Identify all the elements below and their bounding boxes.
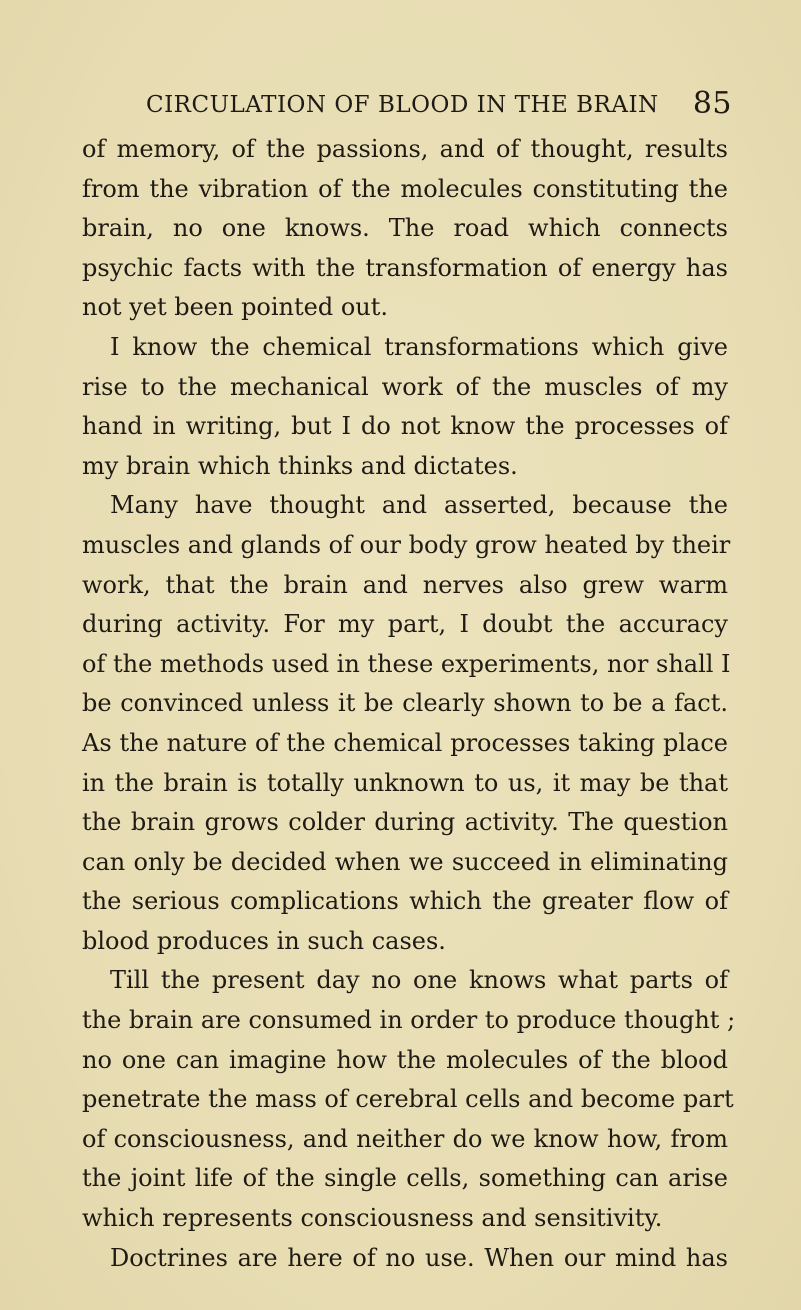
text-line: brain, no one knows. The road which connects bbox=[82, 214, 728, 243]
text-line: not yet been pointed out. bbox=[82, 293, 389, 322]
text-line: hand in writing, but I do not know the processes of bbox=[82, 412, 728, 441]
text-line: penetrate the mass of cerebral cells and become part bbox=[82, 1085, 734, 1114]
text-line: the serious complications which the greater flow of bbox=[82, 887, 728, 916]
text-line: muscles and glands of our body grow heated by their bbox=[82, 530, 731, 559]
running-title: CIRCULATION OF BLOOD IN THE BRAIN bbox=[146, 92, 659, 118]
text-line: the brain grows colder during activity. The question bbox=[82, 808, 728, 837]
text-line: the joint life of the single cells, something can arise bbox=[82, 1164, 728, 1193]
text-line: Many have thought and asserted, because the bbox=[110, 491, 728, 520]
text-line: blood produces in such cases. bbox=[82, 926, 446, 955]
text-line: which represents consciousness and sensitivity. bbox=[82, 1204, 663, 1233]
text-line: work, that the brain and nerves also grew warm bbox=[82, 570, 728, 599]
page-number: 85 bbox=[692, 86, 732, 121]
text-line: of the methods used in these experiments, nor shall I bbox=[82, 649, 731, 678]
text-line: during activity. For my part, I doubt the accuracy bbox=[82, 610, 728, 639]
text-line: Doctrines are here of no use. When our mind has bbox=[110, 1243, 728, 1272]
text-line: psychic facts with the transformation of energy has bbox=[82, 253, 728, 282]
text-line: can only be decided when we succeed in eliminating bbox=[82, 847, 728, 876]
text-line: of consciousness, and neither do we know how, from bbox=[82, 1124, 728, 1153]
text-line: be convinced unless it be clearly shown to be a fact. bbox=[82, 689, 728, 718]
text-line: in the brain is totally unknown to us, it may be that bbox=[82, 768, 728, 797]
text-line: no one can imagine how the molecules of the blood bbox=[82, 1045, 728, 1074]
running-head bbox=[82, 88, 732, 124]
body-text bbox=[82, 130, 736, 1278]
text-line: the brain are consumed in order to produce thought ; bbox=[82, 1006, 736, 1035]
text-line: my brain which thinks and dictates. bbox=[82, 451, 518, 480]
text-line: As the nature of the chemical processes taking place bbox=[82, 728, 728, 757]
text-line: rise to the mechanical work of the muscles of my bbox=[82, 372, 728, 401]
text-line: I know the chemical transformations which give bbox=[110, 332, 728, 361]
text-line: from the vibration of the molecules constituting the bbox=[82, 174, 728, 203]
text-line: of memory, of the passions, and of thought, results bbox=[82, 135, 728, 163]
text-line: Till the present day no one knows what parts of bbox=[110, 966, 728, 995]
